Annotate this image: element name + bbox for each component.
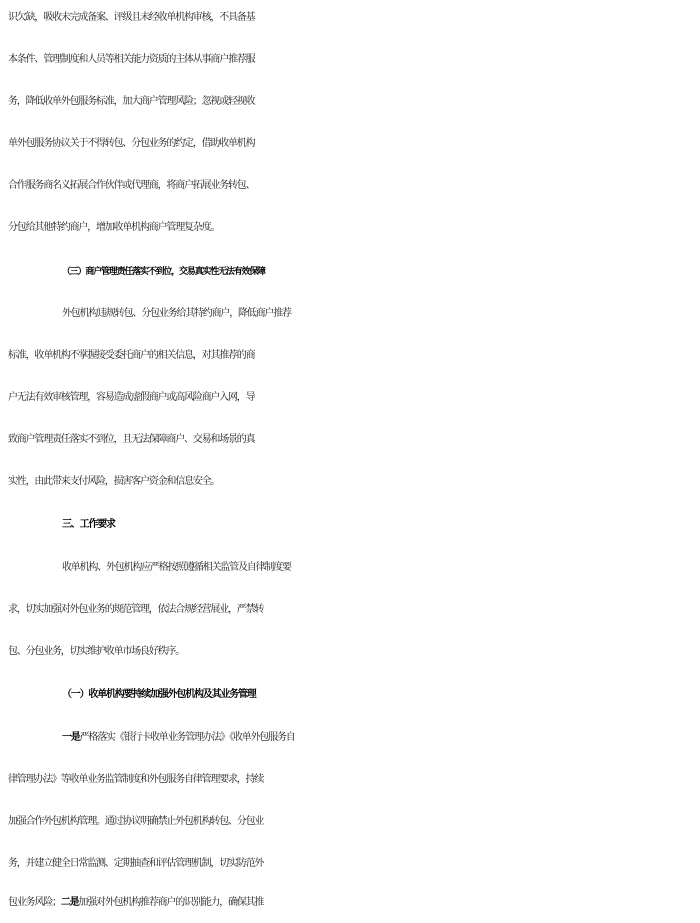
body-text-line: 务，并建立健全日常监测、定期抽查和评估管理机制，切实防范外	[8, 858, 264, 869]
body-text-run: 加强对外包机构推荐商户的识别能力，确保其推	[78, 897, 264, 908]
body-text-line: 收单机构、外包机构应严格按照遵循相关监管及自律制度要	[62, 562, 291, 573]
body-text-line: 致商户管理责任落实不到位，且无法保障商户、交易和场景的真	[8, 434, 255, 445]
body-text-line: 户无法有效审核管理，容易造成虚假商户或高风险商户入网，导	[8, 392, 255, 403]
body-text-line: 分包给其他特约商户，增加收单机构商户管理复杂度。	[8, 222, 220, 233]
body-text-line: 律管理办法》等收单业务监管制度和外包服务自律管理要求，持续	[8, 774, 264, 785]
part-heading: 三、工作要求	[62, 519, 115, 530]
body-text-line	[62, 718, 694, 758]
body-text-line	[8, 883, 694, 923]
subsection-heading: （一）收单机构要持续加强外包机构及其业务管理	[62, 689, 256, 700]
body-text-run: 严格落实《银行卡收单业务管理办法》《收单外包服务自	[79, 732, 295, 743]
body-text-line: 单外包服务协议关于不得转包、分包业务的约定，借助收单机构	[8, 138, 255, 149]
body-text-line: 务，降低收单外包服务标准，加大商户管理风险；忽视或轻视收	[8, 96, 255, 107]
ordinal-lead: 二是	[60, 897, 79, 908]
body-text-line: 外包机构违规转包、分包业务给其特约商户，降低商户推荐	[62, 308, 291, 319]
body-text-line: 实性，由此带来支付风险，损害客户资金和信息安全。	[8, 476, 220, 487]
body-text-line: 合作服务商名义拓展合作伙伴或代理商，将商户拓展业务转包、	[8, 180, 255, 191]
body-text-line: 求，切实加强对外包业务的规范管理，依法合规经营展业，严禁转	[8, 604, 264, 615]
body-text-line: 标准，收单机构不掌握接受委托商户的相关信息，对其推荐的商	[8, 350, 255, 361]
ordinal-lead: 一是	[62, 732, 80, 743]
body-text-line: 加强合作外包机构管理。通过协议明确禁止外包机构转包、分包业	[8, 816, 264, 827]
body-text-line: 包、分包业务，切实维护收单市场良好秩序。	[8, 646, 184, 657]
body-text-line: 本条件、管理制度和人员等相关能力资质的主体从事商户推荐服	[8, 54, 255, 65]
body-text-line: 识欠缺，吸收未完成备案、评级且未经收单机构审核，不具备基	[8, 12, 255, 23]
body-text-run: 包业务风险；	[8, 897, 61, 908]
section-heading: （三）商户管理责任落实不到位，交易真实性无法有效保障	[62, 267, 265, 277]
